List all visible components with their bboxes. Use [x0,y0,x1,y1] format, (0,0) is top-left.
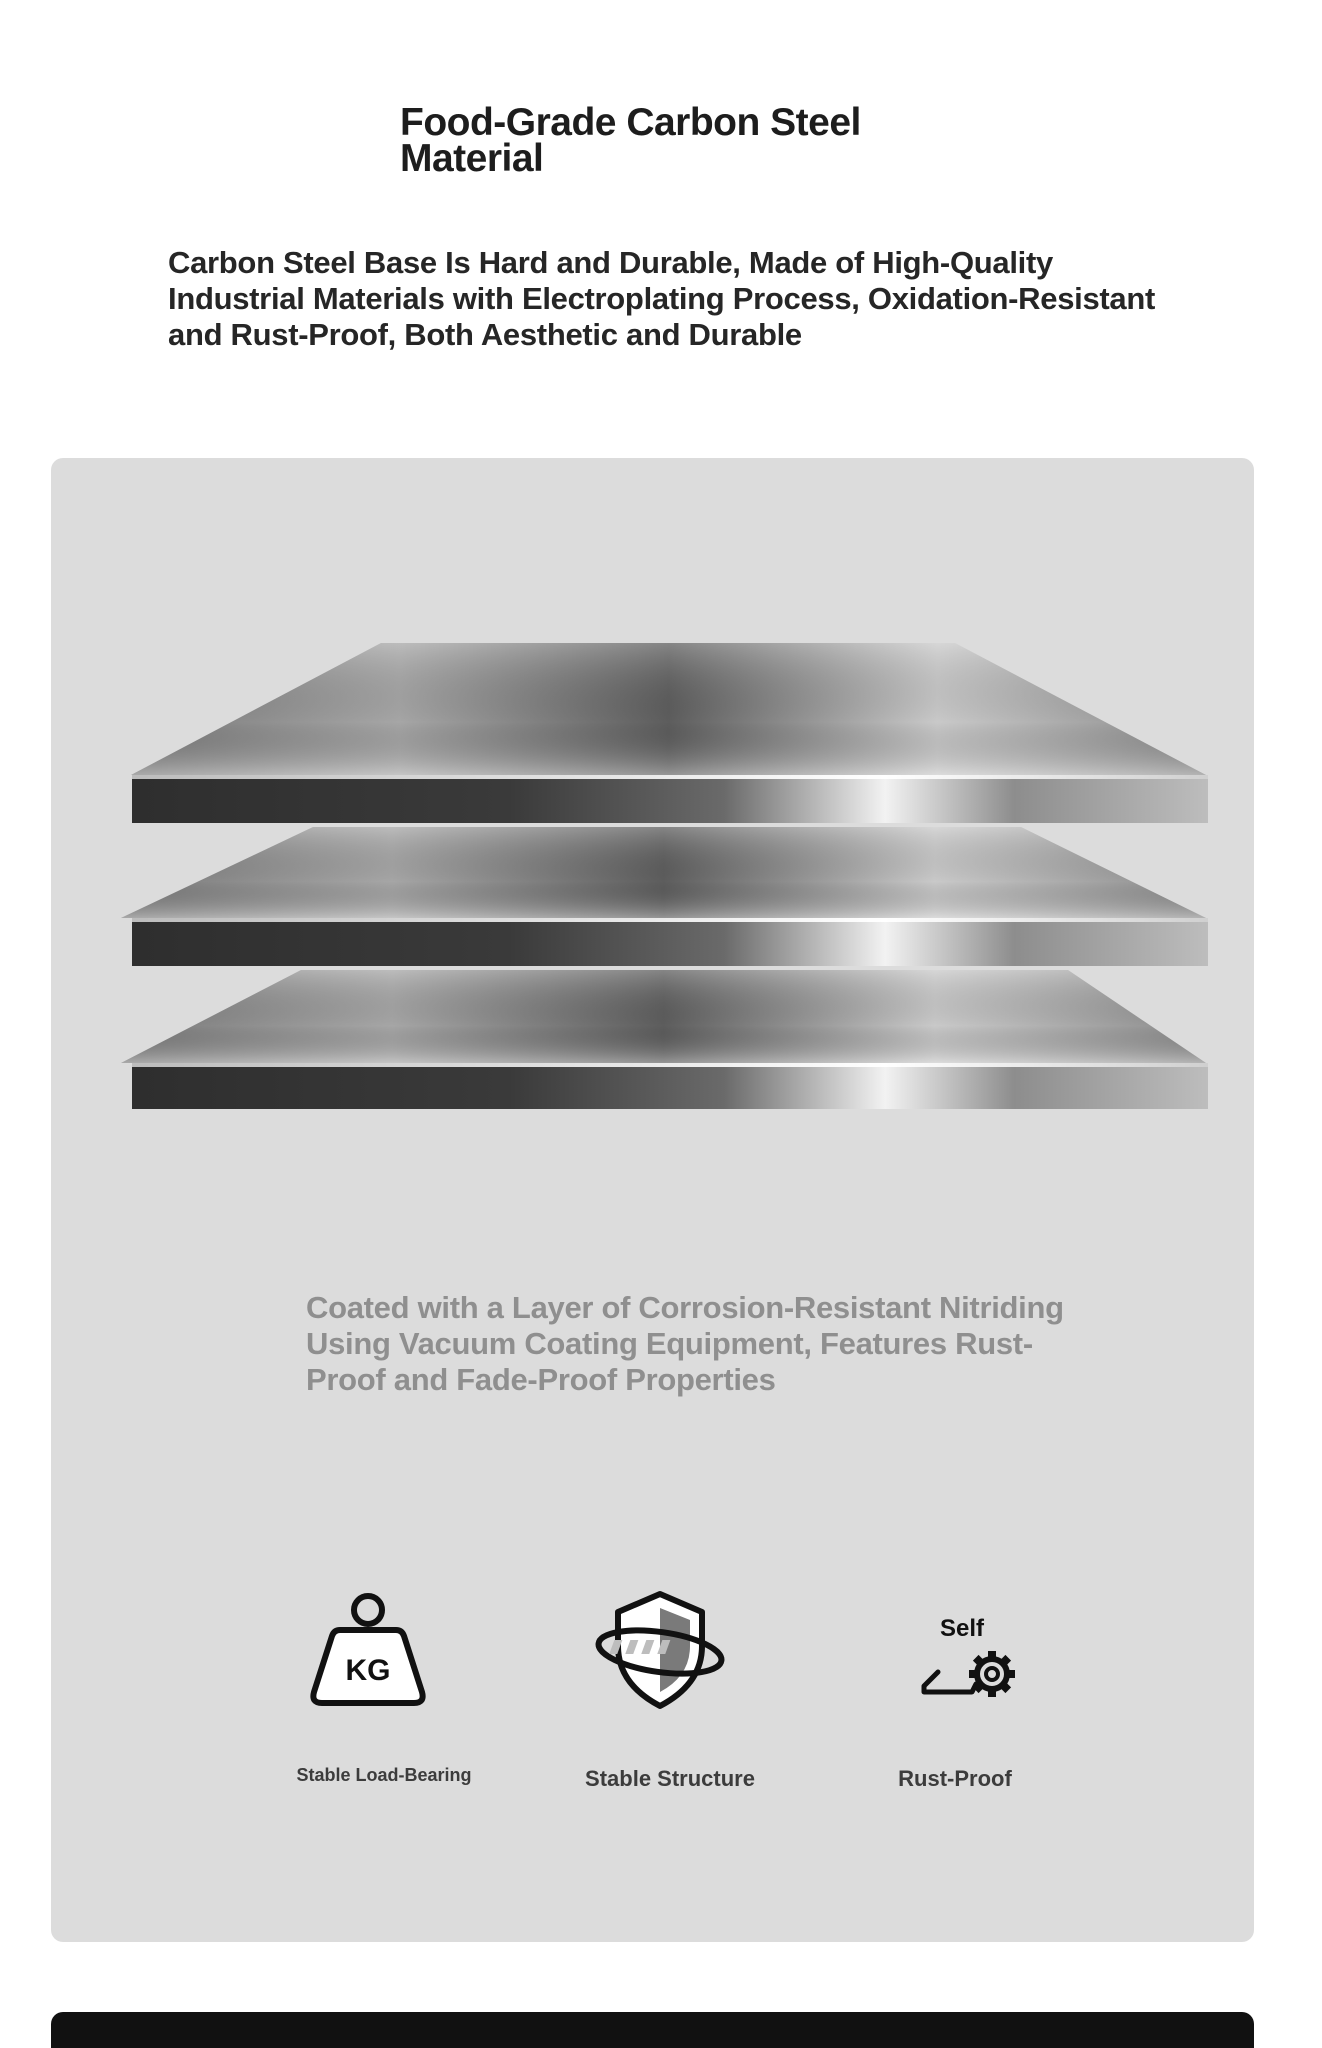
page-description: Carbon Steel Base Is Hard and Durable, Made of High-Quality Industrial Materials with Electroplating Process, Oxidation-Resistant and Rust-Proof, Both Aesthetic and Durable [168,245,1156,352]
next-section-bar [51,2012,1254,2048]
svg-text:KG: KG [345,1654,391,1687]
feature-rust-proof [835,1570,1075,1830]
feature-label-load-bearing: Stable Load-Bearing [296,1765,472,1785]
coating-description: Coated with a Layer of Corrosion-Resistant Nitriding Using Vacuum Coating Equipment, Features Rust-Proof and Fade-Proof Properties [306,1290,1064,1397]
stacked-steel-plates-image [51,585,1254,1145]
feature-label-rust-proof: Rust-Proof [898,1766,1012,1791]
feature-load-bearing [264,1570,504,1830]
feature-list [51,1570,1254,1830]
feature-label-stable-structure: Stable Structure [585,1766,755,1791]
self-rust-gear-icon [900,1592,1030,1722]
kg-weight-icon [306,1588,436,1718]
page-title: Food-Grade Carbon Steel Material [400,101,861,180]
shield-icon [590,1586,730,1716]
steel-plate-top [131,643,1208,823]
steel-plate-middle [121,827,1208,966]
steel-plate-bottom [121,970,1208,1109]
svg-text:Self: Self [939,1615,985,1642]
feature-stable-structure [550,1570,790,1830]
